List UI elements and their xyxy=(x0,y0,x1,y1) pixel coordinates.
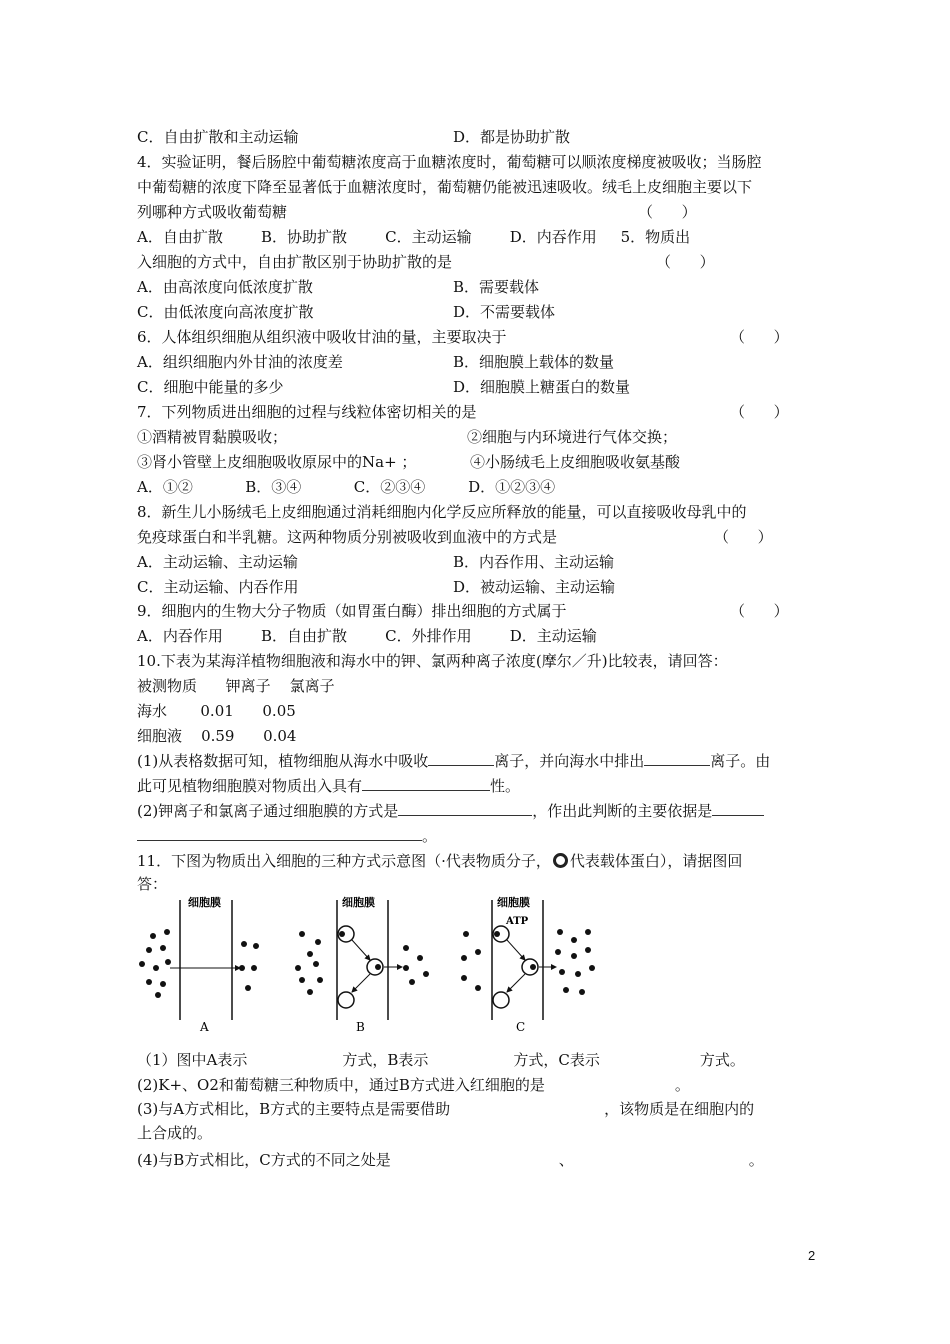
q5-option-c: C．由低浓度向高浓度扩散 xyxy=(137,303,314,321)
q5-option-d: D．不需要载体 xyxy=(453,303,556,321)
panel-a-free-diffusion xyxy=(139,895,259,1034)
q8-stem-line1: 8．新生儿小肠绒毛上皮细胞通过消耗细胞内化学反应所释放的能量，可以直接吸收母乳中的 xyxy=(137,503,747,521)
q7-answer-paren: （ ） xyxy=(730,403,789,421)
q7-item-4: ④小肠绒毛上皮细胞吸收氨基酸 xyxy=(470,453,681,471)
q11-sub1: （1）图中A表示 方式，B表示 方式，C表示 方式。 xyxy=(137,1051,745,1069)
q10-table-row-cell-sap: 细胞液 0.59 0.04 xyxy=(137,727,297,745)
q11-sub3-line2: 上合成的。 xyxy=(137,1124,213,1142)
answer-blank[interactable] xyxy=(644,751,710,766)
panel-b-label: B xyxy=(356,1020,365,1034)
q4-stem-line1: 4．实验证明，餐后肠腔中葡萄糖浓度高于血糖浓度时，葡萄糖可以顺浓度梯度被吸收；当肠腔 xyxy=(137,153,762,171)
q8-stem-line2: 免疫球蛋白和半乳糖。这两种物质分别被吸收到血液中的方式是 xyxy=(137,528,558,546)
q7-options: A．①② B．③④ C．②③④ D．①②③④ xyxy=(137,478,556,496)
membrane-label: 细胞膜 xyxy=(188,896,221,909)
q6-option-d: D．细胞膜上糖蛋白的数量 xyxy=(453,378,631,396)
q6-option-a: A．组织细胞内外甘油的浓度差 xyxy=(137,353,343,371)
q10-table-row-seawater: 海水 0.01 0.05 xyxy=(137,702,296,720)
q11-stem-line2: 答： xyxy=(137,875,168,893)
q7-item-2: ②细胞与内环境进行气体交换； xyxy=(467,428,678,446)
answer-blank[interactable] xyxy=(362,776,490,791)
q10-sub1-line2: 此可见植物细胞膜对物质出入具有 性。 xyxy=(137,777,521,795)
q3-option-d: D．都是协助扩散 xyxy=(453,128,571,146)
answer-blank[interactable] xyxy=(398,801,532,816)
panel-c-active-transport xyxy=(461,895,595,1034)
q11-sub2: (2)K+、O2和葡萄糖三种物质中，通过B方式进入红细胞的是 。 xyxy=(137,1076,690,1094)
q6-stem: 6．人体组织细胞从组织液中吸收甘油的量，主要取决于 xyxy=(137,328,507,346)
panel-c-label: C xyxy=(516,1020,526,1034)
membrane-label: 细胞膜 xyxy=(342,896,375,909)
q11-stem-line1: 11．下图为物质出入细胞的三种方式示意图（·代表物质分子， 代表载体蛋白），请据图回 xyxy=(137,852,743,870)
answer-blank[interactable] xyxy=(137,826,422,841)
q10-stem: 10.下表为某海洋植物细胞液和海水中的钾、氯两种离子浓度(摩尔／升)比较表，请回答： xyxy=(137,652,728,670)
q5-option-b: B．需要载体 xyxy=(453,278,540,296)
carrier-protein-icon xyxy=(553,853,568,868)
answer-blank[interactable] xyxy=(428,751,494,766)
q9-answer-paren: （ ） xyxy=(730,602,789,620)
q7-item-3: ③肾小管壁上皮细胞吸收原尿中的Na+ ； xyxy=(137,453,417,471)
page-number: 2 xyxy=(808,1248,816,1263)
q8-option-c: C．主动运输、内吞作用 xyxy=(137,578,299,596)
q5-stem: 入细胞的方式中，自由扩散区别于协助扩散的是 xyxy=(137,253,453,271)
transport-diagram xyxy=(130,892,610,1042)
q8-option-b: B．内吞作用、主动运输 xyxy=(453,553,615,571)
q9-options: A．内吞作用 B．自由扩散 C．外排作用 D．主动运输 xyxy=(137,627,597,645)
q5-option-a: A．由高浓度向低浓度扩散 xyxy=(137,278,313,296)
q6-option-b: B．细胞膜上载体的数量 xyxy=(453,353,615,371)
q11-sub3-line1: (3)与A方式相比，B方式的主要特点是需要借助 ，该物质是在细胞内的 xyxy=(137,1100,755,1118)
q10-table-header: 被测物质 钾离子 氯离子 xyxy=(137,677,335,695)
q10-sub1-line1: (1)从表格数据可知，植物细胞从海水中吸收 离子，并向海水中排出 离子。由 xyxy=(137,752,771,770)
panel-a-label: A xyxy=(200,1020,209,1034)
q8-option-a: A．主动运输、主动运输 xyxy=(137,553,298,571)
panel-b-facilitated-diffusion xyxy=(295,895,429,1034)
membrane-label: 细胞膜 xyxy=(497,896,530,909)
q8-answer-paren: （ ） xyxy=(714,528,773,546)
q5-answer-paren: （ ） xyxy=(656,253,715,271)
q6-option-c: C．细胞中能量的多少 xyxy=(137,378,284,396)
q4-stem-line2: 中葡萄糖的浓度下降至显著低于血糖浓度时，葡萄糖仍能被迅速吸收。绒毛上皮细胞主要以下 xyxy=(137,178,753,196)
atp-label: ATP xyxy=(506,916,529,927)
q11-sub4: (4)与B方式相比，C方式的不同之处是 、 。 xyxy=(137,1151,764,1169)
q4-answer-paren: （ ） xyxy=(638,203,697,221)
q3-option-c: C．自由扩散和主动运输 xyxy=(137,128,299,146)
q6-answer-paren: （ ） xyxy=(730,328,789,346)
q9-stem: 9．细胞内的生物大分子物质（如胃蛋白酶）排出细胞的方式属于 xyxy=(137,602,567,620)
q10-sub2-line1: (2)钾离子和氯离子通过细胞膜的方式是 ，作出此判断的主要依据是 xyxy=(137,801,764,821)
q8-option-d: D．被动运输、主动运输 xyxy=(453,578,616,596)
q7-item-1: ①酒精被胃黏膜吸收； xyxy=(137,428,288,446)
q4-options: A．自由扩散 B．协助扩散 C．主动运输 D．内吞作用 5．物质出 xyxy=(137,228,691,246)
q7-stem: 7．下列物质进出细胞的过程与线粒体密切相关的是 xyxy=(137,403,477,421)
q10-sub2-line2: 。 xyxy=(137,826,437,846)
answer-blank[interactable] xyxy=(712,801,764,816)
q4-stem-line3: 列哪种方式吸收葡萄糖 xyxy=(137,203,288,221)
